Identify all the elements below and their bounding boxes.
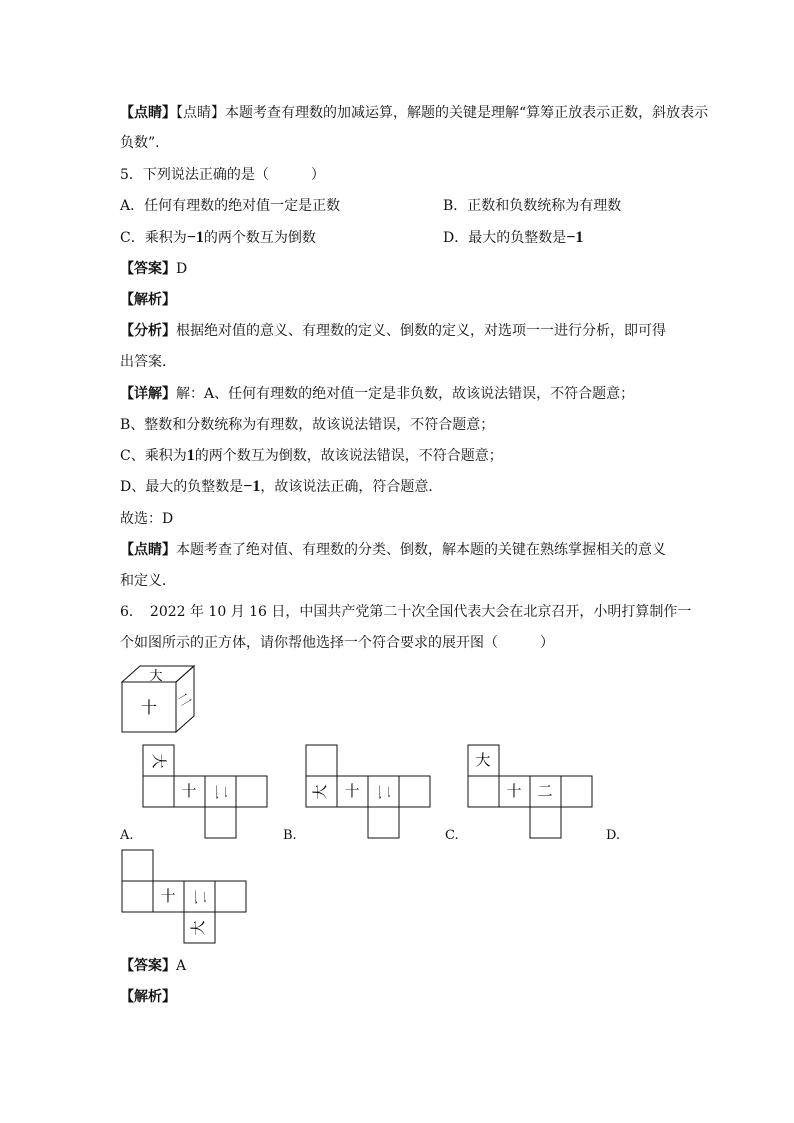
cube-right-char: 二 <box>175 690 195 711</box>
answer-6 <box>120 956 186 976</box>
net-b <box>305 744 435 840</box>
xiangjie-c <box>120 446 503 466</box>
note2-tag: 【点睛】 <box>120 542 176 558</box>
answer-5 <box>120 259 187 279</box>
answer-tag: 【答案】 <box>120 261 176 277</box>
net-c-char-1: 大 <box>475 751 491 769</box>
xiangjie-d-pre: D、最大的负整数是 <box>120 479 244 495</box>
net-d-char-2: 二 <box>191 889 209 905</box>
net-a-label: A. <box>120 828 134 843</box>
xiangjie-d-post: ，故该说法正确，符合题意． <box>260 479 443 495</box>
answer-6-tag: 【答案】 <box>120 958 176 974</box>
question-6-line-2: 个如图所示的正方体，请你帮他选择一个符合要求的展开图（ ） <box>120 635 554 651</box>
note-tag: 【点睛】 <box>120 105 176 121</box>
option-d-math: −1 <box>566 229 584 246</box>
net-a-char-3: 二 <box>212 784 230 800</box>
net-a-char-1: 大 <box>150 753 168 769</box>
net-c-label: C. <box>445 828 459 843</box>
question-6-line-1: 6． 2022 年 10 月 16 日，中国共产党第二十次全国代表大会在北京召开，小明打算制作一 <box>120 604 692 620</box>
option-c-math: −1 <box>186 229 204 246</box>
fenxi-text: 根据绝对值的意义、有理数的定义、倒数的定义，对选项一一进行分析，即可得 <box>176 323 666 339</box>
answer-6-value: A <box>176 958 187 974</box>
fenxi-line-1 <box>120 321 666 341</box>
note-line-2: 负数”. <box>120 135 160 151</box>
note2-line-1 <box>120 540 666 560</box>
xiangjie-d <box>120 477 442 497</box>
question-5: 5．下列说法正确的是（ ） <box>120 167 325 183</box>
net-d-char-1: 十 <box>160 887 176 905</box>
option-c-post: 的两个数互为倒数 <box>203 230 316 246</box>
option-b: B．正数和负数统称为有理数 <box>443 198 622 214</box>
option-d-pre: D．最大的负整数是 <box>443 230 567 246</box>
note-text: 【点睛】本题考查有理数的加减运算，解题的关键是理解“算筹正放表示正数，斜放表示 <box>176 105 709 121</box>
net-c-char-3: 二 <box>537 782 553 800</box>
xiangjie-tag: 【详解】 <box>120 386 176 402</box>
option-a: A．任何有理数的绝对值一定是正数 <box>120 198 341 214</box>
xiangjie-d-math: −1 <box>243 478 261 495</box>
cube-front-char: 十 <box>140 698 158 717</box>
option-c-pre: C．乘积为 <box>120 230 187 246</box>
option-d <box>443 228 583 248</box>
xiangjie-b: B、整数和分数统称为有理数，故该说法错误，不符合题意； <box>120 417 495 433</box>
net-a <box>142 744 272 840</box>
xiangjie-c-pre: C、乘积为 <box>120 448 187 464</box>
net-d <box>121 849 251 945</box>
net-d-label: D. <box>606 828 621 843</box>
net-b-char-1: 大 <box>311 784 329 800</box>
note-line-1 <box>120 103 708 123</box>
option-c <box>120 228 316 248</box>
net-d-char-3: 大 <box>189 920 207 936</box>
xiangjie-c-math: 1 <box>186 447 195 464</box>
fenxi-line-2: 出答案． <box>120 354 176 370</box>
net-b-char-3: 二 <box>375 784 393 800</box>
answer-value: D <box>176 261 188 277</box>
net-b-char-2: 十 <box>344 782 360 800</box>
net-a-char-2: 十 <box>181 782 197 800</box>
xiangjie-c-post: 的两个数互为倒数，故该说法错误，不符合题意； <box>194 448 503 464</box>
analysis-5: 【解析】 <box>120 292 176 308</box>
xiangjie-a-text: 解：A、任何有理数的绝对值一定是非负数，故该说法错误，不符合题意； <box>176 386 635 402</box>
note2-line-2: 和定义． <box>120 573 176 589</box>
note2-text: 本题考查了绝对值、有理数的分类、倒数，解本题的关键在熟练掌握相关的意义 <box>176 542 666 558</box>
xiangjie-a <box>120 384 634 404</box>
analysis-6: 【解析】 <box>120 989 176 1005</box>
cube-figure <box>118 662 198 734</box>
net-c-char-2: 十 <box>506 782 522 800</box>
net-c <box>467 744 597 840</box>
cube-top-char: 大 <box>149 669 163 684</box>
net-b-label: B. <box>283 828 297 843</box>
fenxi-tag: 【分析】 <box>120 323 176 339</box>
final-choice: 故选：D <box>120 511 174 527</box>
